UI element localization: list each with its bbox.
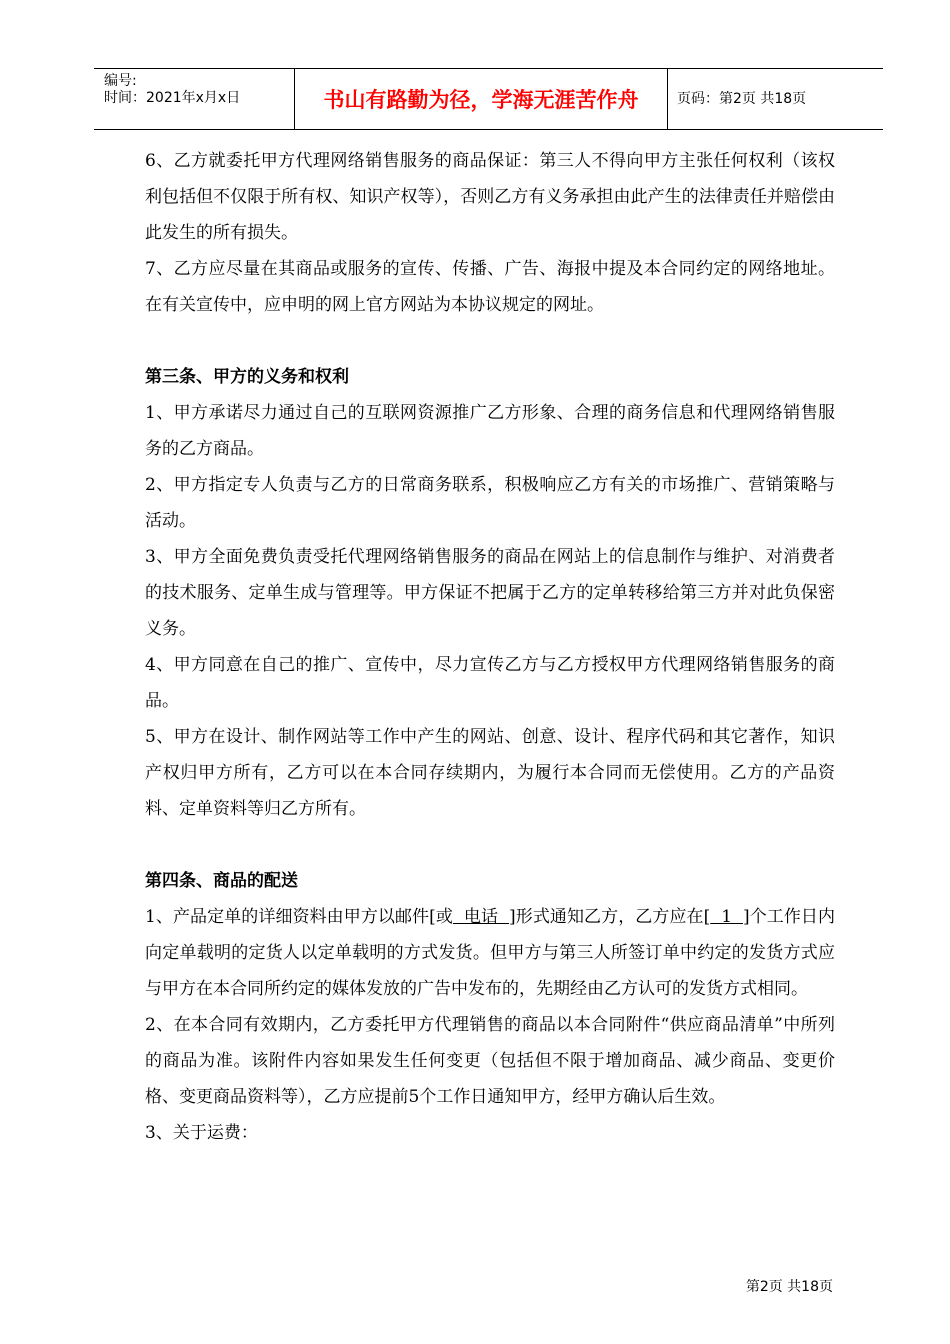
- fill-in-workdays: 1: [710, 907, 743, 927]
- paragraph-3-5: 5、甲方在设计、制作网站等工作中产生的网站、创意、设计、程序代码和其它著作，知识产权归甲方所有，乙方可以在本合同存续期内，为履行本合同而无偿使用。乙方的产品资料、定单资料等归乙方所有。: [145, 727, 835, 819]
- paragraph-4-1: [145, 899, 835, 1007]
- header-motto: 书山有路勤为径，学海无涯苦作舟: [323, 88, 639, 112]
- paragraph-4-1-part-a: 1、产品定单的详细资料由甲方以邮件[或: [145, 907, 453, 927]
- header-page-cell: [667, 69, 883, 129]
- document-time-label: 时间：2021年x月x日: [104, 90, 241, 106]
- document-number-label: 编号:: [104, 73, 137, 89]
- section-gap: [145, 827, 835, 863]
- header-motto-cell: [294, 69, 668, 129]
- paragraph-4-1-part-c: ]个工作日内向定单载明的定货人以定单载明的方式发货。但甲方与第三人所签订单中约定的发货方式应与甲方在本合同所约定的媒体发放的广告中发布的，先期经由乙方认可的发货方式相同。: [145, 907, 836, 999]
- section-3-title: 第三条、甲方的义务和权利: [145, 367, 349, 387]
- paragraph-4-3: 3、关于运费：: [145, 1123, 258, 1143]
- paragraph-3-1: 1、甲方承诺尽力通过自己的互联网资源推广乙方形象、合理的商务信息和代理网络销售服务的乙方商品。: [145, 403, 835, 459]
- document-body: [145, 143, 835, 1151]
- paragraph-3-2: 2、甲方指定专人负责与乙方的日常商务联系，积极响应乙方有关的市场推广、营销策略与活动。: [145, 475, 835, 531]
- paragraph-3-4: 4、甲方同意在自己的推广、宣传中，尽力宣传乙方与乙方授权甲方代理网络销售服务的商品。: [145, 655, 835, 711]
- page-header: [94, 68, 883, 130]
- header-page-info: 页码：第2页 共18页: [677, 91, 807, 107]
- paragraph-4-1-part-b: ]形式通知乙方，乙方应在[: [509, 907, 711, 927]
- section-4-title: 第四条、商品的配送: [145, 871, 298, 891]
- fill-in-contact-method: 电话: [452, 907, 510, 927]
- paragraph-3-3: 3、甲方全面免费负责受托代理网络销售服务的商品在网站上的信息制作与维护、对消费者的技术服务、定单生成与管理等。甲方保证不把属于乙方的定单转移给第三方并对此负保密义务。: [145, 547, 835, 639]
- paragraph-4-2: 2、在本合同有效期内，乙方委托甲方代理销售的商品以本合同附件“供应商品清单”中所列的商品为准。该附件内容如果发生任何变更（包括但不限于增加商品、减少商品、变更价格、变更商品资料等），乙方应提前5个工作日通知甲方，经甲方确认后生效。: [145, 1015, 835, 1107]
- paragraph-2-6: 6、乙方就委托甲方代理网络销售服务的商品保证：第三人不得向甲方主张任何权利（该权利包括但不仅限于所有权、知识产权等），否则乙方有义务承担由此产生的法律责任并赔偿由此发生的所有损失。: [145, 151, 835, 243]
- page-footer: 第2页 共18页: [745, 1279, 833, 1295]
- section-gap: [145, 323, 835, 359]
- header-meta-cell: [94, 69, 294, 129]
- paragraph-2-7: 7、乙方应尽量在其商品或服务的宣传、传播、广告、海报中提及本合同约定的网络地址。在有关宣传中，应申明的网上官方网站为本协议规定的网址。: [145, 259, 835, 315]
